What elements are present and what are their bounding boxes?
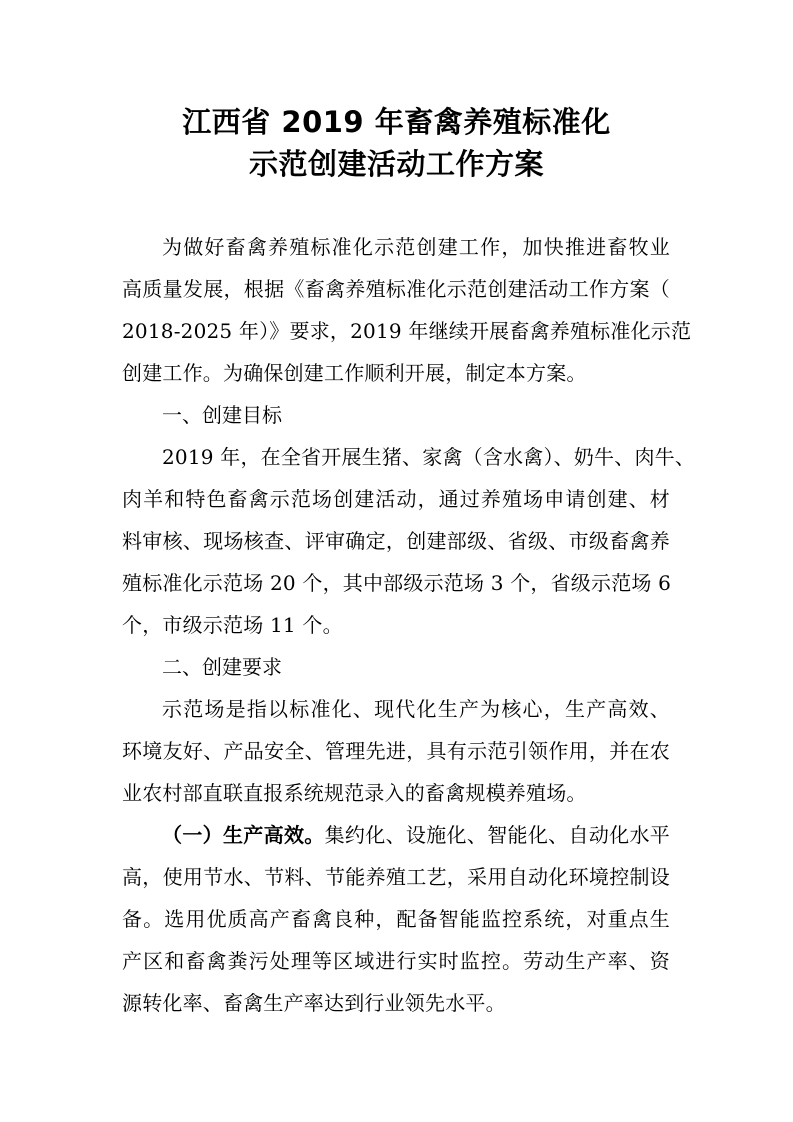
section-1-line-1: 2019 年，在全省开展生猪、家禽（含水禽）、奶牛、肉牛、 bbox=[162, 445, 696, 469]
section-1-line-3: 料审核、现场核查、评审确定，创建部级、省级、市级畜禽养 bbox=[122, 529, 670, 553]
subsection-1-line-2: 高，使用节水、节料、节能养殖工艺，采用自动化环境控制设 bbox=[122, 865, 670, 889]
section-1-line-5: 个，市级示范场 11 个。 bbox=[122, 613, 343, 637]
document-title-line-2: 示范创建活动工作方案 bbox=[248, 147, 544, 181]
document-title-line-1: 江西省 2019 年畜禽养殖标准化 bbox=[182, 105, 611, 139]
section-2-line-1: 示范场是指以标准化、现代化生产为核心，生产高效、 bbox=[162, 697, 670, 721]
section-2-line-3: 业农村部直联直报系统规范录入的畜禽规模养殖场。 bbox=[122, 781, 587, 805]
intro-line-4: 创建工作。为确保创建工作顺利开展，制定本方案。 bbox=[122, 361, 587, 385]
section-1-line-4: 殖标准化示范场 20 个，其中部级示范场 3 个，省级示范场 6 bbox=[122, 571, 672, 595]
subsection-1-line-1 bbox=[162, 822, 670, 848]
section-2-heading: 二、创建要求 bbox=[162, 655, 282, 679]
subsection-1-first-text: 集约化、设施化、智能化、自动化水平 bbox=[324, 823, 670, 847]
intro-line-3: 2018-2025 年）》要求，2019 年继续开展畜禽养殖标准化示范 bbox=[122, 319, 692, 343]
subsection-1-line-5: 源转化率、畜禽生产率达到行业领先水平。 bbox=[122, 991, 506, 1015]
subsection-1-line-4: 产区和畜禽粪污处理等区域进行实时监控。劳动生产率、资 bbox=[122, 949, 670, 973]
section-1-heading: 一、创建目标 bbox=[162, 403, 282, 427]
subsection-1-label: （一）生产高效。 bbox=[162, 823, 325, 847]
section-1-line-2: 肉羊和特色畜禽示范场创建活动，通过养殖场申请创建、材 bbox=[122, 487, 670, 511]
intro-line-1: 为做好畜禽养殖标准化示范创建工作，加快推进畜牧业 bbox=[162, 235, 670, 259]
subsection-1-line-3: 备。选用优质高产畜禽良种，配备智能监控系统，对重点生 bbox=[122, 907, 670, 931]
intro-line-2: 高质量发展，根据《畜禽养殖标准化示范创建活动工作方案（ bbox=[122, 277, 670, 301]
section-2-line-2: 环境友好、产品安全、管理先进，具有示范引领作用，并在农 bbox=[122, 739, 670, 763]
